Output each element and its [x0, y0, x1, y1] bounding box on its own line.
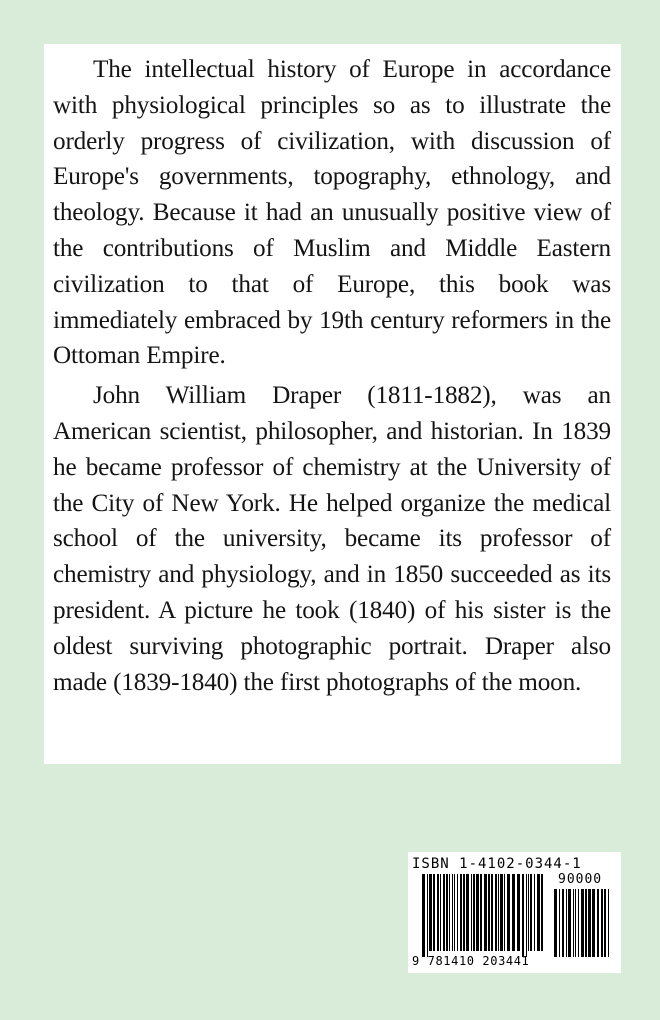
- barcode-bar: [568, 889, 571, 957]
- barcode-bar: [522, 874, 524, 957]
- isbn-label: ISBN 1-4102-0344-1: [412, 856, 582, 872]
- barcode-bar: [433, 874, 435, 951]
- barcode-bar: [466, 874, 469, 951]
- barcode-bar: [588, 889, 591, 957]
- barcode-bar: [449, 874, 450, 951]
- barcode-bar: [554, 889, 557, 957]
- barcode-bar: [573, 889, 574, 957]
- barcode-bar: [422, 874, 425, 957]
- author-bio-paragraph: John William Draper (1811-1882), was an American scientist, philosopher, and historian. In 1839 he became professor of chemistry at the University of the City of New York. He helped organize the medical school of the university, became its professor of chemistry and physiology, and in 1850 succeeded as its president. A picture he took (1840) of his sister is the oldest surviving photographic portrait. Draper also made (1839-1840) the first photographs of the moon.: [53, 382, 611, 696]
- barcode-bar: [457, 874, 458, 951]
- barcode-bar: [530, 874, 532, 951]
- barcode-bar: [559, 889, 560, 957]
- barcode-bar: [498, 874, 499, 951]
- barcode-bar: [473, 874, 475, 951]
- barcode-bar: [608, 889, 609, 957]
- barcode-bar: [480, 874, 482, 951]
- barcode-bar: [452, 874, 453, 951]
- addon-barcode-bars: [554, 889, 612, 957]
- description-panel: [44, 44, 621, 764]
- barcode-bar: [534, 874, 535, 951]
- barcode-bar: [592, 889, 595, 957]
- ean-barcode-bars: [422, 874, 546, 957]
- barcode-bar: [484, 874, 487, 951]
- barcode-bar: [597, 889, 599, 957]
- isbn-barcode: [408, 852, 621, 973]
- barcode-bar: [562, 889, 564, 957]
- barcode-bar: [427, 874, 428, 957]
- barcode-bar: [604, 889, 606, 957]
- price-addon-code: 90000: [558, 872, 603, 887]
- barcode-bar: [454, 874, 455, 951]
- barcode-bar: [500, 874, 503, 951]
- barcode-bar: [440, 874, 441, 951]
- barcode-bar: [460, 874, 462, 951]
- barcode-bar: [507, 874, 510, 951]
- barcode-bar: [566, 889, 567, 957]
- barcode-bar: [581, 889, 584, 957]
- barcode-bar: [585, 889, 587, 957]
- barcode-bar: [443, 874, 445, 951]
- barcode-bar: [446, 874, 448, 951]
- barcode-bar: [541, 874, 543, 951]
- barcode-bar: [504, 874, 505, 951]
- barcode-bar: [429, 874, 432, 951]
- barcode-bar: [491, 874, 493, 951]
- barcode-bar: [495, 874, 497, 951]
- barcode-bar: [463, 874, 465, 951]
- ean-digits: 9 781410 203441: [412, 954, 530, 968]
- barcode-bar: [476, 874, 479, 951]
- barcode-bar: [575, 889, 576, 957]
- barcode-bar: [517, 874, 520, 951]
- barcode-bar: [488, 874, 490, 951]
- description-paragraph-1: The intellectual history of Europe in accordance with physiological principles so as to illustrate the orderly progress of civilization, with discussion of Europe's governments, topography, ethnology, and theology. Because it had an unusually positive view of the contributions of Muslim and Middle Eastern civilization to that of Europe, this book was immediately embraced by 19th century reformers in the Ottoman Empire.: [53, 56, 611, 370]
- barcode-bar: [601, 889, 603, 957]
- barcode-bar: [471, 874, 472, 951]
- barcode-bar: [528, 874, 529, 951]
- barcode-bar: [578, 889, 579, 957]
- barcode-bar: [437, 874, 439, 951]
- barcode-bar: [512, 874, 515, 951]
- barcode-bar: [526, 874, 527, 957]
- barcode-bar: [537, 874, 540, 951]
